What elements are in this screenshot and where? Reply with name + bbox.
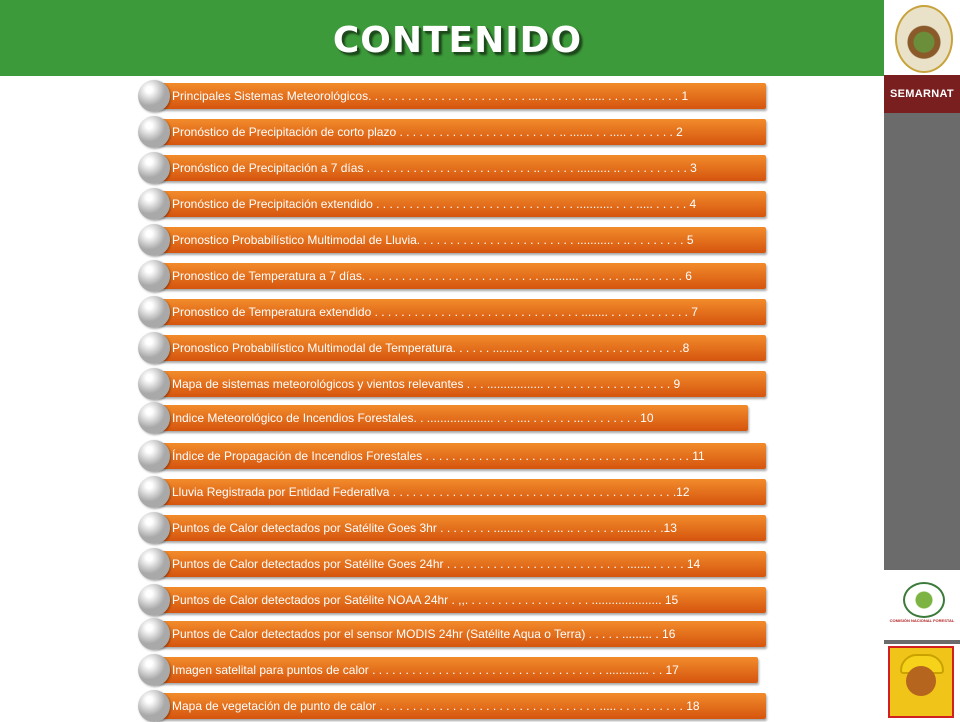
contents-item-label: Pronostico de Temperatura a 7 días. . . . . . . . . . . . . . . . . . . . . . . . . . . ........... . . . . . . . .... . . . . . . 6 xyxy=(172,269,692,283)
bullet-circle-icon xyxy=(138,440,170,472)
contents-item[interactable] xyxy=(138,690,768,722)
conafor-caption: COMISIÓN NACIONAL FORESTAL xyxy=(889,618,955,623)
conafor-logo-icon xyxy=(903,582,945,618)
bullet-circle-icon xyxy=(138,296,170,328)
contents-item[interactable] xyxy=(138,584,768,616)
contents-item-label: Índice de Propagación de Incendios Forestales . . . . . . . . . . . . . . . . . . . . . . . . . . . . . . . . . . . . . . . . 11 xyxy=(172,449,705,463)
bullet-circle-icon xyxy=(138,332,170,364)
contents-item-label: Puntos de Calor detectados por Satélite NOAA 24hr . ,,. . . . . . . . . . . . . . . . . . . ..................... 15 xyxy=(172,593,679,607)
contents-item[interactable] xyxy=(138,188,768,220)
bullet-circle-icon xyxy=(138,116,170,148)
bullet-circle-icon xyxy=(138,260,170,292)
bullet-circle-icon xyxy=(138,402,170,434)
contents-item-label: Imagen satelital para puntos de calor . . . . . . . . . . . . . . . . . . . . . . . . . . . . . . . . . . . ............. . . 17 xyxy=(172,663,679,677)
bullet-circle-icon xyxy=(138,188,170,220)
bullet-circle-icon xyxy=(138,690,170,722)
bullet-circle-icon xyxy=(138,654,170,686)
contents-item[interactable] xyxy=(138,402,768,434)
bullet-circle-icon xyxy=(138,152,170,184)
contents-item-label: Pronóstico de Precipitación a 7 días . . . . . . . . . . . . . . . . . . . . . . . . . .. . . . . . .......... .. . . . . . . . . . . 3 xyxy=(172,161,697,175)
contents-item[interactable] xyxy=(138,332,768,364)
contents-item[interactable] xyxy=(138,548,768,580)
conafor-container xyxy=(884,570,960,640)
contents-item-label: Pronóstico de Precipitación de corto plazo . . . . . . . . . . . . . . . . . . . . . . . . .. ....... . . ..... . . . . . . . 2 xyxy=(172,125,683,139)
contents-item[interactable] xyxy=(138,296,768,328)
bullet-circle-icon xyxy=(138,476,170,508)
contents-item-label: Pronostico Probabilístico Multimodal de Lluvia. . . . . . . . . . . . . . . . . . . . . . . . ........... . .. . . . . . . . . 5 xyxy=(172,233,694,247)
bullet-circle-icon xyxy=(138,618,170,650)
contents-item-label: Puntos de Calor detectados por Satélite Goes 24hr . . . . . . . . . . . . . . . . . . . . . . . . . . . ....... . . . . . 14 xyxy=(172,557,701,571)
bullet-circle-icon xyxy=(138,368,170,400)
contents-item[interactable] xyxy=(138,654,768,686)
contents-item[interactable] xyxy=(138,440,768,472)
contents-item[interactable] xyxy=(138,618,768,650)
contents-item-label: Puntos de Calor detectados por Satélite Goes 3hr . . . . . . . . ......... . . . . ... .. . . . . . . .......... . .13 xyxy=(172,521,677,535)
contents-item-label: Pronostico Probabilístico Multimodal de Temperatura. . . . . . ......... . . . . . . . . . . . . . . . . . . . . . . . .8 xyxy=(172,341,690,355)
contents-item[interactable] xyxy=(138,224,768,256)
bullet-circle-icon xyxy=(138,512,170,544)
contents-item-label: Lluvia Registrada por Entidad Federativa . . . . . . . . . . . . . . . . . . . . . . . . . . . . . . . . . . . . . . . . . . .12 xyxy=(172,485,690,499)
contents-item-label: Principales Sistemas Meteorológicos. . . . . . . . . . . . . . . . . . . . . . . . .... . . . . . . ...... . . . . . . . . . . . 1 xyxy=(172,89,689,103)
bullet-circle-icon xyxy=(138,548,170,580)
bullet-circle-icon xyxy=(138,80,170,112)
contents-item[interactable] xyxy=(138,260,768,292)
semarnat-label: SEMARNAT xyxy=(884,75,960,113)
mascot-container xyxy=(884,644,960,720)
page-title: CONTENIDO xyxy=(332,20,583,61)
contents-item-label: Indice Meteorológico de Incendios Forestales. . .................... . . . .... . . . . . . ... . . . . . . . . 10 xyxy=(172,411,654,425)
bullet-circle-icon xyxy=(138,224,170,256)
contents-item[interactable] xyxy=(138,152,768,184)
contents-item[interactable] xyxy=(138,116,768,148)
contents-item-label: Pronóstico de Precipitación extendido . . . . . . . . . . . . . . . . . . . . . . . . . . . . . . ........... . . . ..... . . . . . 4 xyxy=(172,197,697,211)
contents-item-label: Mapa de sistemas meteorológicos y vientos relevantes . . . ................. . . . . . . . . . . . . . . . . . . . 9 xyxy=(172,377,681,391)
bullet-circle-icon xyxy=(138,584,170,616)
contents-item[interactable] xyxy=(138,512,768,544)
contents-item-label: Mapa de vegetación de punto de calor . . . . . . . . . . . . . . . . . . . . . . . . . . . . . . . . . ..... . . . . . . . . . . 18 xyxy=(172,699,700,713)
seal-container xyxy=(884,0,960,75)
right-sidebar xyxy=(884,0,960,720)
contents-item[interactable] xyxy=(138,80,768,112)
mexico-seal-icon xyxy=(895,5,953,73)
contents-item-label: Puntos de Calor detectados por el sensor MODIS 24hr (Satélite Aqua o Terra) . . . . . ......... . 16 xyxy=(172,627,676,641)
contents-item-label: Pronostico de Temperatura extendido . . . . . . . . . . . . . . . . . . . . . . . . . . . . . . . ........ . . . . . . . . . . . . 7 xyxy=(172,305,698,319)
mascot-icon xyxy=(888,646,954,718)
mascot-face-icon xyxy=(906,666,936,696)
contents-item[interactable] xyxy=(138,476,768,508)
contents-item[interactable] xyxy=(138,368,768,400)
